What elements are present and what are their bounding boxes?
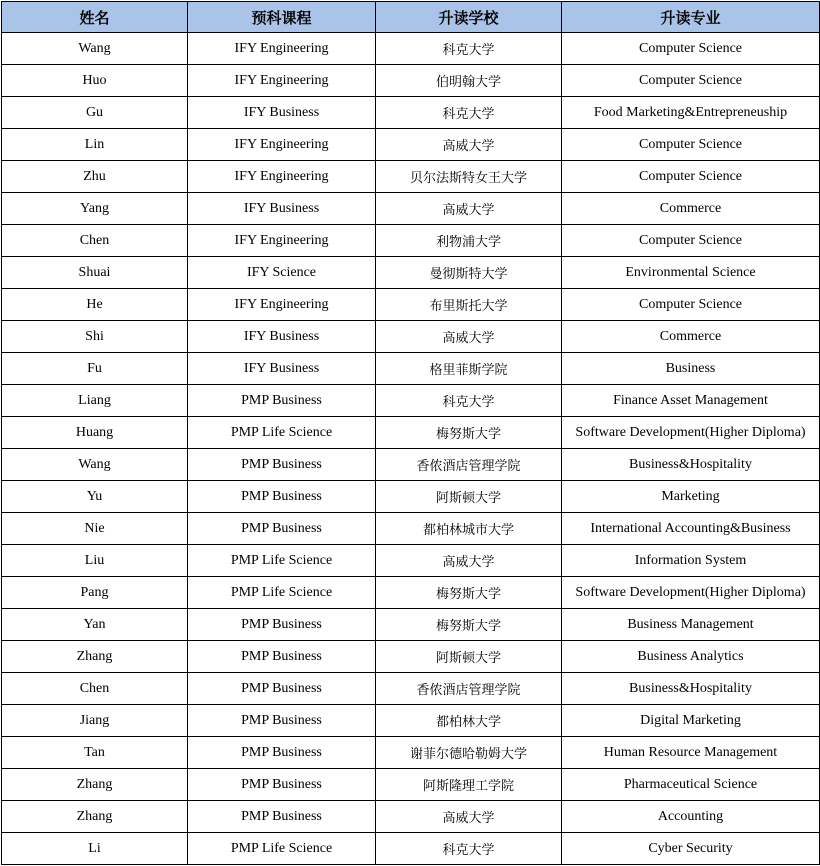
cell-major: International Accounting&Business [562, 513, 820, 545]
cell-university: 布里斯托大学 [376, 289, 562, 321]
cell-student-name: Yan [2, 609, 188, 641]
cell-foundation-course: PMP Business [188, 513, 376, 545]
cell-foundation-course: IFY Engineering [188, 33, 376, 65]
cell-university: 科克大学 [376, 833, 562, 865]
cell-student-name: Huang [2, 417, 188, 449]
cell-major: Business Analytics [562, 641, 820, 673]
cell-student-name: Zhang [2, 769, 188, 801]
cell-major: Software Development(Higher Diploma) [562, 417, 820, 449]
cell-student-name: Zhang [2, 641, 188, 673]
cell-university: 梅努斯大学 [376, 609, 562, 641]
header-major: 升读专业 [562, 2, 820, 33]
cell-student-name: Liu [2, 545, 188, 577]
cell-major: Business [562, 353, 820, 385]
cell-foundation-course: IFY Business [188, 321, 376, 353]
cell-major: Commerce [562, 321, 820, 353]
cell-major: Computer Science [562, 65, 820, 97]
cell-student-name: Shuai [2, 257, 188, 289]
cell-student-name: Zhang [2, 801, 188, 833]
cell-student-name: Shi [2, 321, 188, 353]
cell-major: Commerce [562, 193, 820, 225]
cell-major: Business&Hospitality [562, 449, 820, 481]
cell-university: 梅努斯大学 [376, 577, 562, 609]
table-row [2, 609, 820, 641]
table-row [2, 97, 820, 129]
cell-university: 阿斯顿大学 [376, 641, 562, 673]
cell-university: 阿斯隆理工学院 [376, 769, 562, 801]
cell-foundation-course: PMP Business [188, 609, 376, 641]
cell-foundation-course: PMP Life Science [188, 577, 376, 609]
cell-university: 高威大学 [376, 321, 562, 353]
table-row [2, 833, 820, 865]
cell-foundation-course: IFY Business [188, 193, 376, 225]
header-row [2, 2, 820, 33]
cell-major: Human Resource Management [562, 737, 820, 769]
cell-university: 阿斯顿大学 [376, 481, 562, 513]
cell-university: 高威大学 [376, 801, 562, 833]
cell-student-name: Pang [2, 577, 188, 609]
cell-foundation-course: PMP Life Science [188, 833, 376, 865]
table-row [2, 705, 820, 737]
cell-foundation-course: IFY Engineering [188, 65, 376, 97]
cell-student-name: He [2, 289, 188, 321]
cell-foundation-course: IFY Science [188, 257, 376, 289]
cell-student-name: Jiang [2, 705, 188, 737]
cell-foundation-course: PMP Business [188, 801, 376, 833]
table-row [2, 161, 820, 193]
cell-foundation-course: PMP Life Science [188, 545, 376, 577]
cell-student-name: Yu [2, 481, 188, 513]
cell-major: Computer Science [562, 33, 820, 65]
table-row [2, 641, 820, 673]
table-row [2, 385, 820, 417]
cell-foundation-course: IFY Engineering [188, 161, 376, 193]
cell-major: Marketing [562, 481, 820, 513]
header-name: 姓名 [2, 2, 188, 33]
cell-university: 格里菲斯学院 [376, 353, 562, 385]
cell-university: 都柏林大学 [376, 705, 562, 737]
cell-student-name: Wang [2, 449, 188, 481]
table-row [2, 33, 820, 65]
cell-student-name: Fu [2, 353, 188, 385]
cell-foundation-course: PMP Business [188, 673, 376, 705]
cell-foundation-course: PMP Business [188, 705, 376, 737]
cell-university: 利物浦大学 [376, 225, 562, 257]
cell-major: Computer Science [562, 161, 820, 193]
table-row [2, 737, 820, 769]
admissions-table [1, 1, 820, 865]
cell-foundation-course: PMP Life Science [188, 417, 376, 449]
cell-major: Digital Marketing [562, 705, 820, 737]
cell-foundation-course: PMP Business [188, 641, 376, 673]
header-foundation-course: 预科课程 [188, 2, 376, 33]
cell-major: Finance Asset Management [562, 385, 820, 417]
cell-major: Business Management [562, 609, 820, 641]
cell-foundation-course: IFY Business [188, 97, 376, 129]
header-university: 升读学校 [376, 2, 562, 33]
cell-student-name: Zhu [2, 161, 188, 193]
cell-student-name: Chen [2, 225, 188, 257]
cell-foundation-course: IFY Engineering [188, 129, 376, 161]
cell-foundation-course: PMP Business [188, 481, 376, 513]
cell-major: Environmental Science [562, 257, 820, 289]
cell-university: 科克大学 [376, 385, 562, 417]
table-row [2, 353, 820, 385]
cell-student-name: Yang [2, 193, 188, 225]
table-row [2, 673, 820, 705]
table-header [2, 2, 820, 33]
cell-student-name: Gu [2, 97, 188, 129]
cell-student-name: Chen [2, 673, 188, 705]
table-row [2, 449, 820, 481]
table-row [2, 321, 820, 353]
cell-university: 曼彻斯特大学 [376, 257, 562, 289]
table-row [2, 129, 820, 161]
table-row [2, 225, 820, 257]
table-row [2, 513, 820, 545]
cell-university: 高威大学 [376, 129, 562, 161]
cell-foundation-course: PMP Business [188, 449, 376, 481]
cell-university: 高威大学 [376, 193, 562, 225]
cell-university: 贝尔法斯特女王大学 [376, 161, 562, 193]
cell-foundation-course: PMP Business [188, 737, 376, 769]
cell-foundation-course: IFY Business [188, 353, 376, 385]
cell-major: Information System [562, 545, 820, 577]
cell-university: 科克大学 [376, 97, 562, 129]
cell-university: 谢菲尔德哈勒姆大学 [376, 737, 562, 769]
table-row [2, 289, 820, 321]
cell-foundation-course: PMP Business [188, 769, 376, 801]
cell-student-name: Wang [2, 33, 188, 65]
cell-major: Computer Science [562, 289, 820, 321]
table-row [2, 801, 820, 833]
cell-student-name: Huo [2, 65, 188, 97]
cell-major: Accounting [562, 801, 820, 833]
cell-major: Computer Science [562, 225, 820, 257]
table-row [2, 577, 820, 609]
cell-major: Cyber Security [562, 833, 820, 865]
table-body [2, 33, 820, 865]
table-row [2, 193, 820, 225]
cell-foundation-course: PMP Business [188, 385, 376, 417]
table-row [2, 257, 820, 289]
cell-foundation-course: IFY Engineering [188, 225, 376, 257]
cell-university: 伯明翰大学 [376, 65, 562, 97]
table-row [2, 65, 820, 97]
cell-student-name: Tan [2, 737, 188, 769]
cell-university: 都柏林城市大学 [376, 513, 562, 545]
cell-university: 高威大学 [376, 545, 562, 577]
cell-student-name: Lin [2, 129, 188, 161]
cell-student-name: Liang [2, 385, 188, 417]
table-row [2, 769, 820, 801]
cell-university: 科克大学 [376, 33, 562, 65]
cell-university: 香侬酒店管理学院 [376, 673, 562, 705]
cell-foundation-course: IFY Engineering [188, 289, 376, 321]
cell-major: Business&Hospitality [562, 673, 820, 705]
cell-major: Software Development(Higher Diploma) [562, 577, 820, 609]
cell-student-name: Nie [2, 513, 188, 545]
cell-university: 梅努斯大学 [376, 417, 562, 449]
cell-major: Computer Science [562, 129, 820, 161]
cell-major: Pharmaceutical Science [562, 769, 820, 801]
table-row [2, 417, 820, 449]
table-row [2, 545, 820, 577]
cell-university: 香侬酒店管理学院 [376, 449, 562, 481]
cell-major: Food Marketing&Entrepreneuship [562, 97, 820, 129]
table-row [2, 481, 820, 513]
cell-student-name: Li [2, 833, 188, 865]
